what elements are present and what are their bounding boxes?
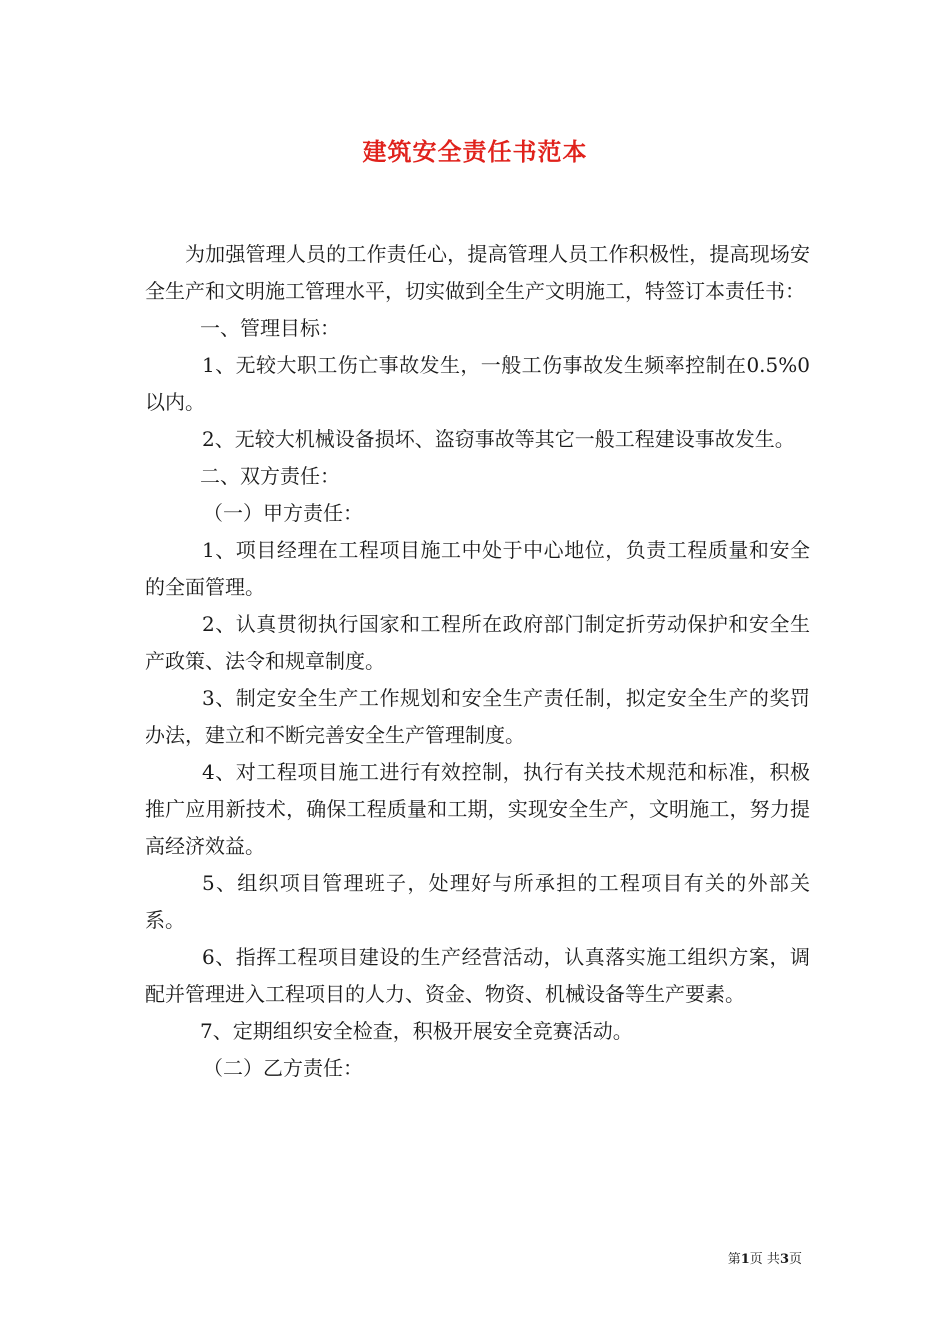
party-a-heading: （一）甲方责任：: [203, 501, 363, 525]
party-a-item-3: 3、制定安全生产工作规划和安全生产责任制，拟定安全生产的奖罚办法，建立和不断完善安全生产管理制度。: [145, 686, 810, 747]
party-a-item-6: 6、指挥工程项目建设的生产经营活动，认真落实施工组织方案，调配并管理进入工程项目的人力、资金、物资、机械设备等生产要素。: [145, 945, 810, 1006]
footer-prefix: 第: [727, 1252, 741, 1267]
page-footer: [728, 1248, 802, 1267]
section1-heading: 一、管理目标：: [200, 316, 340, 340]
footer-middle: 页 共: [749, 1252, 780, 1267]
party-a-item-7: 7、定期组织安全检查，积极开展安全竞赛活动。: [200, 1019, 633, 1043]
document-title: 建筑安全责任书范本: [362, 137, 588, 166]
goal-item-1: 1、无较大职工伤亡事故发生，一般工伤事故发生频率控制在0.5%0以内。: [145, 353, 810, 414]
party-b-heading: （二）乙方责任：: [203, 1056, 363, 1080]
party-a-item-1: 1、项目经理在工程项目施工中处于中心地位，负责工程质量和安全的全面管理。: [145, 538, 810, 599]
goal-item-2: 2、无较大机械设备损坏、盗窃事故等其它一般工程建设事故发生。: [202, 427, 795, 451]
document-body: [145, 236, 810, 1087]
footer-suffix: 页: [788, 1252, 802, 1267]
party-a-item-4: 4、对工程项目施工进行有效控制，执行有关技术规范和标准，积极推广应用新技术，确保工程质量和工期，实现安全生产，文明施工，努力提高经济效益。: [145, 760, 810, 858]
footer-total-pages: 3: [779, 1252, 789, 1267]
footer-current-page: 1: [740, 1252, 750, 1267]
section2-heading: 二、双方责任：: [200, 464, 340, 488]
party-a-item-5: 5、组织项目管理班子，处理好与所承担的工程项目有关的外部关系。: [145, 871, 810, 932]
party-a-item-2: 2、认真贯彻执行国家和工程所在政府部门制定折劳动保护和安全生产政策、法令和规章制度。: [145, 612, 810, 673]
intro-paragraph: 为加强管理人员的工作责任心，提高管理人员工作积极性，提高现场安全生产和文明施工管理水平，切实做到全生产文明施工，特签订本责任书：: [145, 242, 810, 303]
